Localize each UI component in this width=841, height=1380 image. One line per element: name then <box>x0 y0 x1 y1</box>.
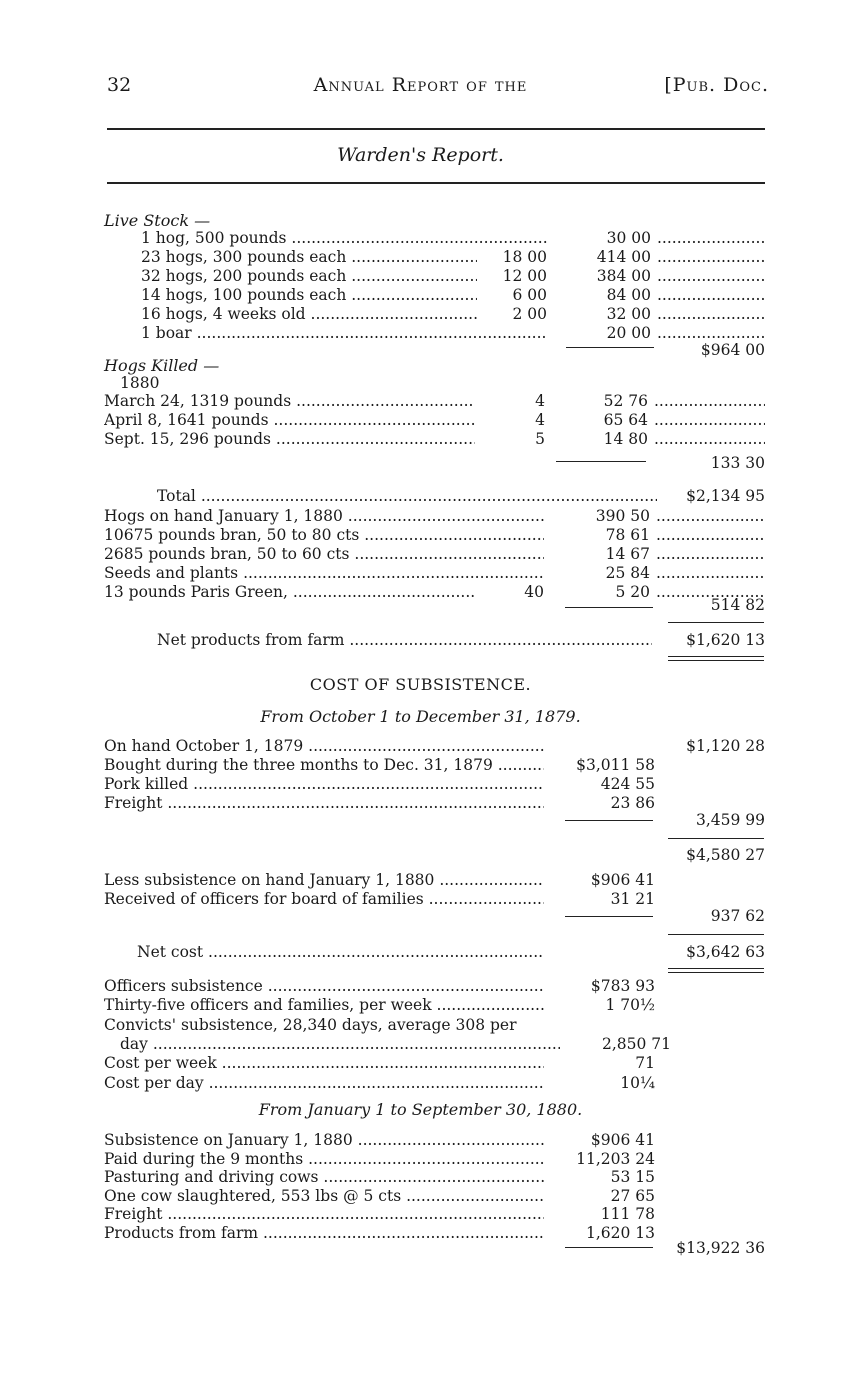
live-stock-label: 1 hog, 500 pounds ..... <box>141 229 547 248</box>
net-products-value: $1,620 13 <box>686 631 765 649</box>
farm-leader <box>656 526 765 545</box>
live-stock-leader <box>657 286 765 305</box>
period-two-row <box>104 1187 760 1206</box>
farm-amount: 5 20 <box>615 583 650 601</box>
net-products-label: Net products from farm ..... <box>157 631 652 650</box>
hogs-killed-row <box>104 430 760 449</box>
live-stock-rate: 18 00 <box>502 248 547 266</box>
less-label: Less subsistence on hand January 1, 1880 ..... <box>104 871 544 890</box>
farm-label: 10675 pounds bran, 50 to 80 cts ..... <box>104 526 544 545</box>
period-one-amount: 23 86 <box>610 794 655 812</box>
period-one-label: Freight ..... <box>104 794 544 813</box>
period-two-amount: 27 65 <box>610 1186 655 1205</box>
running-title: Annual Report of the <box>313 74 528 96</box>
farm-rate: 40 <box>524 583 544 601</box>
live-stock-leader <box>657 267 765 286</box>
farm-label: Seeds and plants ..... <box>104 564 544 583</box>
hogs-killed-amount: 52 76 <box>603 392 648 410</box>
period-two-label: Products from farm ..... <box>104 1224 544 1243</box>
live-stock-row <box>141 267 760 286</box>
less-rule <box>565 916 653 917</box>
live-stock-amount: 384 00 <box>596 267 651 285</box>
live-stock-amount: 84 00 <box>606 286 651 304</box>
period-one-row <box>104 775 760 794</box>
period-one-heading: From October 1 to December 31, 1879. <box>260 707 581 726</box>
cost-stat-label: day ..... <box>120 1035 560 1054</box>
net-cost-row <box>137 943 544 962</box>
header-rule <box>107 128 765 130</box>
live-stock-row <box>141 229 760 248</box>
cost-stat-amount: $783 93 <box>590 977 655 995</box>
period-one-label: On hand October 1, 1879 ..... <box>104 737 544 756</box>
page-number: 32 <box>107 74 132 96</box>
hogs-killed-leader <box>654 430 765 449</box>
subsistence-title: COST OF SUBSISTENCE. <box>309 675 532 694</box>
live-stock-label: 14 hogs, 100 pounds each ..... <box>141 286 477 305</box>
hogs-killed-leader <box>654 411 765 430</box>
farm-leader <box>656 507 765 526</box>
less-sum: 937 62 <box>710 907 765 925</box>
live-stock-row <box>141 286 760 305</box>
period-two-amount: 53 15 <box>610 1168 655 1186</box>
farm-amount: 25 84 <box>605 564 650 582</box>
farm-total-label: Total ..... <box>157 487 657 506</box>
cost-stat-row <box>120 1035 776 1054</box>
farm-leader <box>656 564 765 583</box>
hogs-killed-rate: 4 <box>535 392 545 410</box>
farm-amount: 14 67 <box>605 545 650 563</box>
net-products-double-rule <box>668 656 764 661</box>
farm-rule <box>565 607 653 608</box>
hogs-killed-rate: 4 <box>535 411 545 429</box>
cost-stat-label: Thirty-five officers and families, per week ..... <box>104 996 544 1015</box>
less-amount: 31 21 <box>610 890 655 908</box>
farm-label: 2685 pounds bran, 50 to 60 cts ..... <box>104 545 544 564</box>
net-cost-top-rule <box>668 934 764 935</box>
cost-stat-row <box>104 1074 760 1093</box>
cost-stat-label: Officers subsistence ..... <box>104 977 544 996</box>
farm-amount: 78 61 <box>605 526 650 544</box>
live-stock-rule <box>566 347 654 348</box>
live-stock-label: 1 boar ..... <box>141 324 547 343</box>
period-two-label: Paid during the 9 months ..... <box>104 1150 544 1169</box>
farm-row <box>104 564 760 583</box>
cost-stat-row <box>104 1016 760 1035</box>
period-one-label: Pork killed ..... <box>104 775 544 794</box>
period-two-row <box>104 1131 760 1150</box>
live-stock-leader <box>657 248 765 267</box>
hogs-killed-label: April 8, 1641 pounds ..... <box>104 411 475 430</box>
document-label: [Pub. Doc. <box>664 74 769 96</box>
farm-row <box>104 526 760 545</box>
period-one-row <box>104 737 765 756</box>
period-one-row <box>104 756 760 775</box>
page-subtitle: Warden's Report. <box>337 144 504 166</box>
deduction-top-rule <box>668 622 764 623</box>
cost-stat-row <box>104 996 760 1015</box>
hogs-killed-rule <box>556 461 646 462</box>
live-stock-heading: Live Stock — <box>104 211 211 230</box>
hogs-killed-row <box>104 411 760 430</box>
subtitle-rule <box>107 182 765 184</box>
period-one-total: $1,120 28 <box>686 737 765 755</box>
cost-stat-label: Cost per day ..... <box>104 1074 544 1093</box>
period-two-label: One cow slaughtered, 553 lbs @ 5 cts ..... <box>104 1187 544 1206</box>
cost-stat-amount: 71 <box>635 1054 655 1073</box>
gross-rule <box>668 838 764 839</box>
hogs-killed-row <box>104 392 760 411</box>
farm-total-value: $2,134 95 <box>686 487 765 505</box>
live-stock-leader <box>657 305 765 324</box>
live-stock-amount: 20 00 <box>606 324 651 342</box>
hogs-killed-amount: 65 64 <box>603 411 648 429</box>
hogs-killed-leader <box>654 392 765 411</box>
farm-row <box>104 507 760 526</box>
period-one-amount: $3,011 58 <box>576 756 655 774</box>
period-one-gross: $4,580 27 <box>686 846 765 864</box>
cost-stat-row <box>104 977 760 996</box>
hogs-killed-rate: 5 <box>535 430 545 448</box>
hogs-killed-amount: 14 80 <box>603 430 648 448</box>
period-two-label: Freight ..... <box>104 1205 544 1224</box>
cost-stat-label: Convicts' subsistence, 28,340 days, average 308 per <box>104 1015 517 1034</box>
live-stock-label: 16 hogs, 4 weeks old ..... <box>141 305 477 324</box>
less-row <box>104 871 760 890</box>
live-stock-label: 32 hogs, 200 pounds each ..... <box>141 267 477 286</box>
farm-row <box>104 545 760 564</box>
cost-stat-row <box>104 1054 760 1073</box>
live-stock-amount: 32 00 <box>606 305 651 323</box>
live-stock-rate: 2 00 <box>512 305 547 323</box>
period-two-amount: 111 78 <box>600 1205 655 1223</box>
live-stock-label: 23 hogs, 300 pounds each ..... <box>141 248 477 267</box>
period-one-amount: 424 55 <box>600 775 655 793</box>
period-two-row <box>104 1205 760 1224</box>
hogs-killed-heading: Hogs Killed — <box>104 356 220 375</box>
period-two-label: Subsistence on January 1, 1880 ..... <box>104 1131 544 1150</box>
live-stock-leader <box>657 229 765 248</box>
live-stock-total: $964 00 <box>700 341 765 359</box>
live-stock-row <box>141 305 760 324</box>
cost-stat-label: Cost per week ..... <box>104 1054 544 1073</box>
period-two-row <box>104 1168 760 1187</box>
less-amount: $906 41 <box>590 871 655 889</box>
net-cost-value: $3,642 63 <box>686 943 765 961</box>
period-two-label: Pasturing and driving cows ..... <box>104 1168 544 1187</box>
period-two-amount: $906 41 <box>590 1131 655 1149</box>
live-stock-rate: 6 00 <box>512 286 547 304</box>
net-products-row <box>157 631 652 650</box>
cost-stat-amount: 2,850 71 <box>601 1034 671 1053</box>
hogs-killed-label: Sept. 15, 296 pounds ..... <box>104 430 475 449</box>
live-stock-amount: 414 00 <box>596 248 651 266</box>
hogs-killed-year: 1880 <box>120 374 160 392</box>
net-cost-label: Net cost ..... <box>137 943 544 962</box>
hogs-killed-total: 133 30 <box>710 454 765 472</box>
farm-total-row <box>157 487 657 506</box>
period-one-sum: 3,459 99 <box>695 811 765 829</box>
farm-deduction: 514 82 <box>710 596 765 614</box>
period-two-total: $13,922 36 <box>676 1239 765 1257</box>
period-one-label: Bought during the three months to Dec. 31, 1879 ..... <box>104 756 544 775</box>
hogs-killed-label: March 24, 1319 pounds ..... <box>104 392 475 411</box>
farm-label: 13 pounds Paris Green, ..... <box>104 583 474 602</box>
cost-stat-amount: 10¼ <box>620 1073 655 1092</box>
net-cost-double-rule <box>668 968 764 973</box>
live-stock-rate: 12 00 <box>502 267 547 285</box>
cost-stat-amount: 1 70½ <box>605 996 655 1015</box>
farm-amount: 390 50 <box>595 507 650 525</box>
live-stock-amount: 30 00 <box>606 229 651 247</box>
farm-leader <box>656 545 765 564</box>
period-two-amount: 11,203 24 <box>576 1149 655 1168</box>
period-two-rule <box>565 1247 653 1248</box>
live-stock-row <box>141 248 760 267</box>
period-two-heading: From January 1 to September 30, 1880. <box>258 1100 583 1119</box>
farm-label: Hogs on hand January 1, 1880 ..... <box>104 507 544 526</box>
period-one-rule <box>565 820 653 821</box>
period-two-amount: 1,620 13 <box>585 1223 655 1242</box>
less-label: Received of officers for board of families ..... <box>104 890 544 909</box>
period-two-row <box>104 1150 760 1169</box>
